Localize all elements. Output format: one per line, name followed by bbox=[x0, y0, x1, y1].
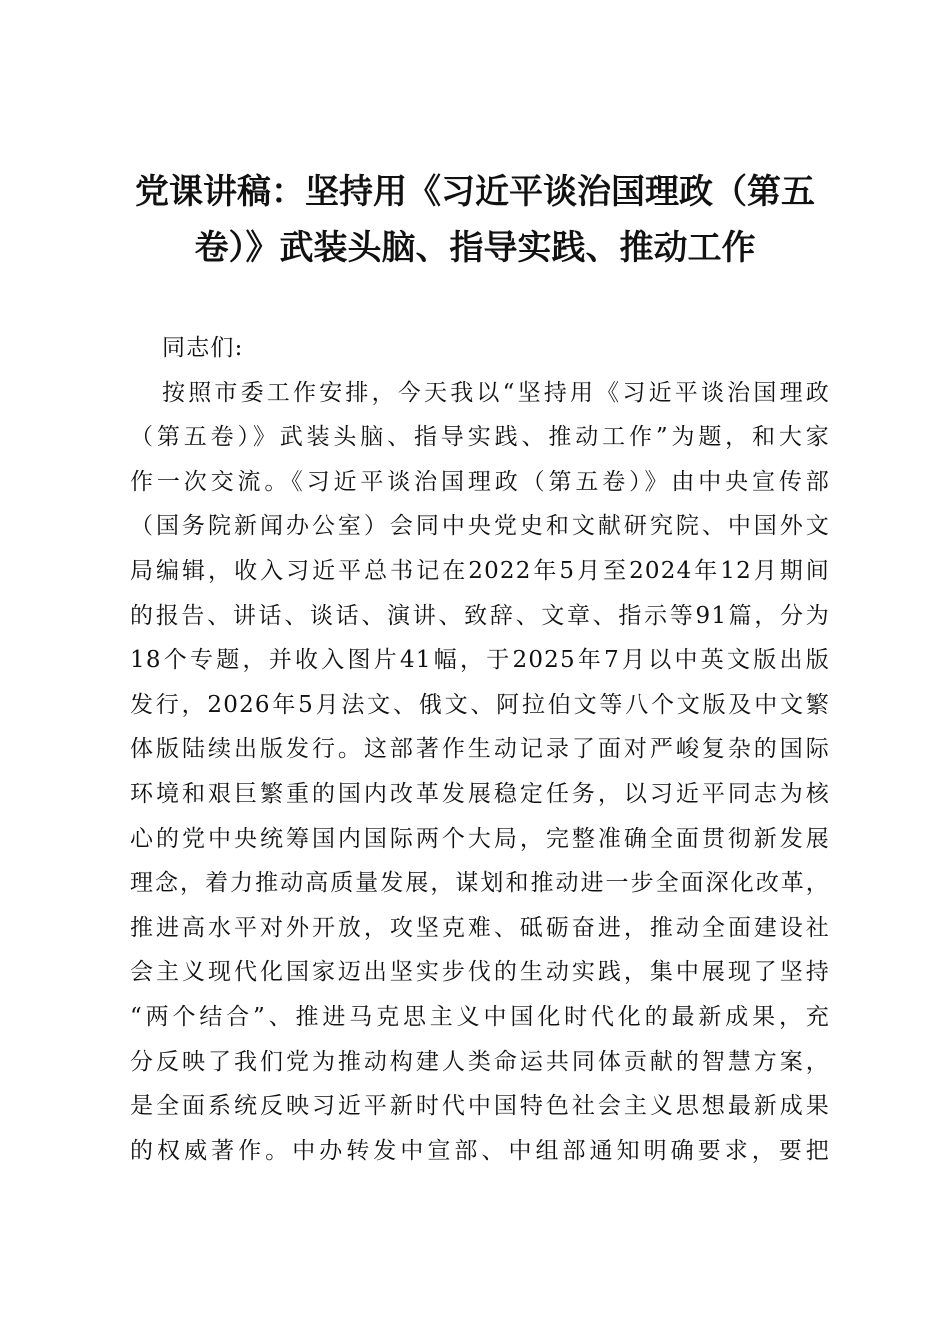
paragraph-line-11: 心的党中央统筹国内国际两个大局，完整准确全面贯彻新发展 bbox=[130, 825, 830, 852]
paragraph-line-18: 的权威著作。中办转发中宣部、中组部通知明确要求，要把 bbox=[130, 1137, 830, 1164]
paragraph-line-4: （国务院新闻办公室）会同中央党史和文献研究院、中国外文 bbox=[130, 513, 830, 540]
body-paragraph bbox=[130, 371, 830, 1174]
paragraph-line-8: 发行，2026年5月法文、俄文、阿拉伯文等八个文版及中文繁 bbox=[130, 691, 830, 718]
paragraph-line-9: 体版陆续出版发行。这部著作生动记录了面对严峻复杂的国际 bbox=[130, 736, 830, 763]
paragraph-line-6: 的报告、讲话、谈话、演讲、致辞、文章、指示等91篇，分为 bbox=[130, 602, 830, 629]
paragraph-line-15: “两个结合”、推进马克思主义中国化时代化的最新成果，充 bbox=[130, 1003, 830, 1030]
paragraph-line-1: 按照市委工作安排，今天我以“坚持用《习近平谈治国理政 bbox=[162, 379, 830, 406]
paragraph-line-3: 作一次交流。《习近平谈治国理政（第五卷）》由中央宣传部 bbox=[130, 468, 830, 495]
title-line-2: 卷）》武装头脑、指导实践、推动工作 bbox=[194, 228, 756, 268]
paragraph-line-7: 18个专题，并收入图片41幅，于2025年7月以中英文版出版 bbox=[130, 647, 830, 674]
paragraph-line-10: 环境和艰巨繁重的国内改革发展稳定任务，以习近平同志为核 bbox=[130, 780, 830, 807]
paragraph-line-14: 会主义现代化国家迈出坚实步伐的生动实践，集中展现了坚持 bbox=[130, 959, 830, 986]
paragraph-line-13: 推进高水平对外开放，攻坚克难、砥砺奋进，推动全面建设社 bbox=[130, 914, 830, 941]
paragraph-line-17: 是全面系统反映习近平新时代中国特色社会主义思想最新成果 bbox=[130, 1093, 830, 1120]
page-title bbox=[120, 164, 830, 276]
paragraph-line-2: （第五卷）》武装头脑、指导实践、推动工作”为题，和大家 bbox=[130, 424, 830, 451]
paragraph-line-12: 理念，着力推动高质量发展，谋划和推动进一步全面深化改革， bbox=[130, 870, 830, 897]
paragraph-line-5: 局编辑，收入习近平总书记在2022年5月至2024年12月期间 bbox=[130, 557, 830, 584]
salutation-text: 同志们: bbox=[162, 335, 244, 361]
salutation bbox=[130, 326, 830, 371]
document-body bbox=[130, 326, 830, 1173]
paragraph-line-16: 分反映了我们党为推动构建人类命运共同体贡献的智慧方案， bbox=[130, 1048, 830, 1075]
title-line-1: 党课讲稿：坚持用《习近平谈治国理政（第五 bbox=[135, 172, 815, 212]
